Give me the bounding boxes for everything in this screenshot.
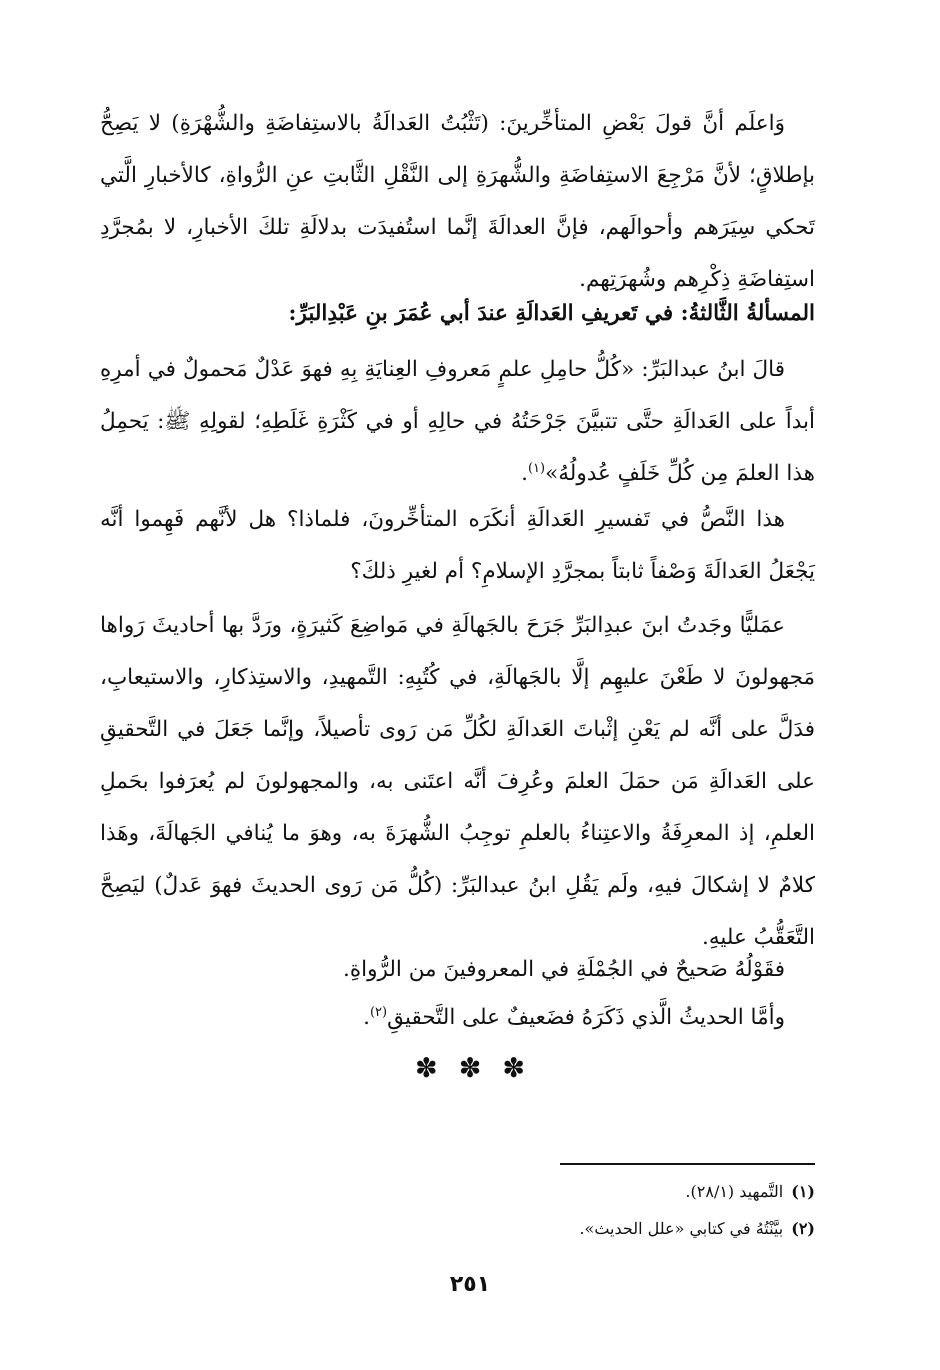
footnote-text: بيَّنْتُهُ في كتابي «علل الحديث». <box>579 1219 784 1238</box>
flower-ornament-icon: ✽ <box>458 1053 482 1084</box>
page-number: ٢٥١ <box>449 1272 491 1297</box>
footnote-number: (٢) <box>791 1219 815 1238</box>
paragraph-question: هذا النَّصُّ في تَفسيرِ العَدالَةِ أنكَرَه المتأخِّرونَ، فلماذا؟ هل لأنَّهم فَهِموا أنَّه يَجْعَلُ العَدالَةَ وَصْفاً ثابتاً بمجرَّدِ الإسلامِ؟ أم لغيرِ ذلكَ؟ <box>100 507 815 584</box>
footnote-number: (١) <box>791 1182 815 1201</box>
footnote-ref-2[interactable]: (٢) <box>369 1004 388 1020</box>
footnote-separator <box>560 1163 815 1165</box>
paragraph-conclusion: فقَوْلُهُ صَحيحٌ في الجُمْلَةِ في المعروفينَ من الرُّواةِ. <box>343 957 785 982</box>
paragraph-quote <box>100 344 815 500</box>
section-divider <box>0 1054 940 1084</box>
paragraph-intro: وَاعلَم أنَّ قولَ بَعْضِ المتأخِّرينَ: (تَثْبُتُ العَدالَةُ بالاستِفاضَةِ والشُّهْرَةِ) لا يَصِحُّ بإطلاقٍ؛ لأنَّ مَرْجِعَ الاستِفاضَةِ والشُّهرَةِ إلى النَّقْلِ الثَّابتِ عنِ الرُّواةِ، كالأخبارِ الَّتي تَحكي سِيَرَهم وأحوالَهم، فإنَّ العدالَةَ إنَّما استُفيدَت بدلالَةِ تلكَ الأخبارِ، لا بمُجرَّدِ استِفاضَةِ ذِكْرِهم وشُهرَتِهم. <box>100 111 815 292</box>
hadith-note-text: وأمَّا الحديثُ الَّذي ذَكَرَهُ فضَعيفٌ على التَّحقيقِ <box>387 1005 785 1030</box>
flower-ornament-icon: ✽ <box>502 1053 526 1084</box>
quote-text: قالَ ابنُ عبدالبَرِّ: «كُلُّ حامِلِ علمٍ مَعروفِ العِنايَةِ بِهِ فهوَ عَدْلٌ مَحمولٌ في أمرِهِ أبداً على العَدالَةِ حتَّى تتبيَّنَ جَرْحَتُهُ في حالِهِ أو في كَثْرَةِ غَلَطِهِ؛ لقولِهِ ﷺ: يَحمِلُ هذا العلمَ مِن كُلِّ خَلَفٍ عُدولُهُ» <box>100 357 815 486</box>
footnote-2 <box>100 1215 815 1243</box>
footnote-text: التَّمهيد (٢٨/١). <box>685 1182 784 1201</box>
flower-ornament-icon: ✽ <box>414 1053 438 1084</box>
paragraph-analysis: عمَليًّا وجَدتُ ابنَ عبدِالبَرِّ جَرَحَ بالجَهالَةِ في مَواضِعَ كَثيرَةٍ، ورَدَّ بها أحاديثَ رَواها مَجهولونَ لا طَعْنَ عليهِم إلَّا بالجَهالَةِ، في كُتُبِهِ: التَّمهيدِ، والاستِذكارِ، والاستيعابِ، فدَلَّ على أنَّه لم يَعْنِ إثْباتَ العَدالَةِ لكُلِّ مَن رَوى تأصيلاً، وإنَّما جَعَلَ في التَّحقيقِ على العَدالَةِ مَن حمَلَ العلمَ وعُرِفَ أنَّه اعتَنى به، والمجهولونَ لم يُعرَفوا بحَملِ العلمِ، إذ المعرِفَةُ والاعتِناءُ بالعلمِ توجِبُ الشُّهرَةَ به، وهوَ ما يُنافي الجَهالَةَ، وهَذا كلامٌ لا إشكالَ فيهِ، ولَم يَقُلِ ابنُ عبدالبَرِّ: (كُلُّ مَن رَوى الحديثَ فهوَ عَدلٌ) ليَصِحَّ التَّعَقُّبُ عليهِ. <box>100 613 815 950</box>
quote-end: . <box>521 461 528 486</box>
section-heading: المسألةُ الثَّالثةُ: في تَعريفِ العَدالَةِ عندَ أبي عُمَرَ بنِ عَبْدِالبَرِّ: <box>288 301 815 326</box>
hadith-note-end: . <box>363 1005 370 1030</box>
paragraph-hadith-note <box>100 992 815 1044</box>
footnote-ref-1[interactable]: (١) <box>527 460 546 476</box>
footnote-1 <box>100 1178 815 1206</box>
